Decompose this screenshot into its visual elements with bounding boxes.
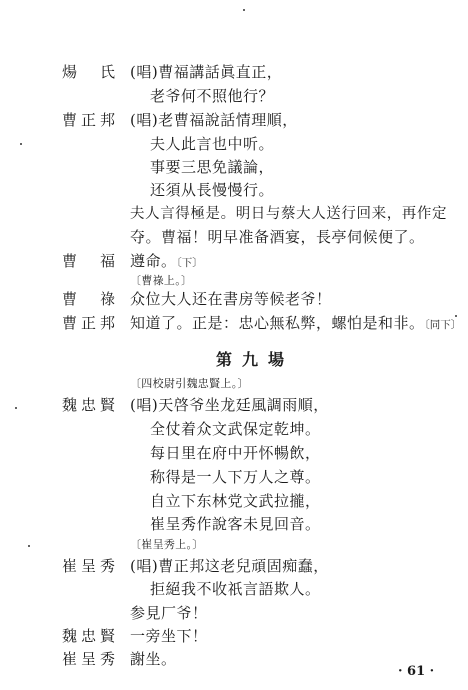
speaker-label: 曹 福 [62,252,120,270]
speaker-label: 煬 氏 [62,63,120,81]
dialogue-line: (唱)天啓爷坐龙廷風調雨順， [130,396,329,414]
speaker-label: 曹正邦 [62,111,120,129]
speaker-label: 魏忠賢 [62,396,120,414]
dialogue-line: 夫人此言也中听。 [150,135,275,153]
speaker-label: 崔呈秀 [62,650,120,668]
dialogue-line: 崔呈秀作說客未見回音。 [150,515,321,533]
dialogue-line: 每日里在府中开怀暢飲， [150,444,321,462]
dialogue-line: (唱)曹福講話眞直正， [130,63,283,81]
page-number: · 61 · [398,664,435,679]
dialogue-line: 老爷何不照他行？ [150,87,275,105]
stage-direction: 〔曹祿上。〕 [130,274,193,287]
dialogue-line: (唱)曹正邦这老兒頑固痴蠢， [130,557,329,575]
speaker-label: 曹正邦 [62,314,120,332]
dialogue-line: (唱)老曹福說話情理順， [130,111,298,129]
prose-line: 夫人言得極是。明日与蔡大人送行回来，再作定 [130,206,448,222]
speaker-label: 崔呈秀 [62,557,120,575]
dialogue-line: 还須从長慢慢行。 [150,181,275,199]
dialogue-line: 参見厂爷！ [130,604,208,622]
dialogue-line: 拒絕我不收祇言語欺人。 [150,580,321,598]
speaker-label: 曹 祿 [62,290,120,308]
dialogue-line: 謝坐。 [130,650,177,668]
dialogue-line: 全仗着众文武保定乾坤。 [150,420,321,438]
scan-speck [28,545,30,547]
stage-direction: 〔四校尉引魏忠賢上。〕 [130,377,249,390]
dialogue-text: 遵命。 [130,252,177,270]
scan-speck [243,9,245,11]
dialogue-line: 事要三思免議論， [150,158,275,176]
scan-speck [20,143,22,145]
dialogue-line: 一旁坐下！ [130,627,208,645]
dialogue-line: 称得是一人下万人之尊。 [150,468,321,486]
dialogue-line: 众位大人还在書房等候老爷！ [130,290,332,308]
stage-note: 〔同下〕 [424,319,462,331]
speaker-label: 魏忠賢 [62,627,120,645]
dialogue-line [130,314,461,334]
dialogue-text: 知道了。正是：忠心無私弊，螺怕是和非。 [130,314,425,332]
scene-title: 第九場 [216,350,295,369]
stage-note: 〔下〕 [176,257,203,269]
stage-direction: 〔崔呈秀上。〕 [130,538,204,551]
scan-speck [15,407,17,409]
prose-line: 夺。曹福！明早准备酒宴，長亭伺候便了。 [130,228,425,246]
dialogue-line [130,252,203,272]
scan-speck [455,315,457,317]
dialogue-line: 自立下东林党文武拉攏， [150,492,321,510]
